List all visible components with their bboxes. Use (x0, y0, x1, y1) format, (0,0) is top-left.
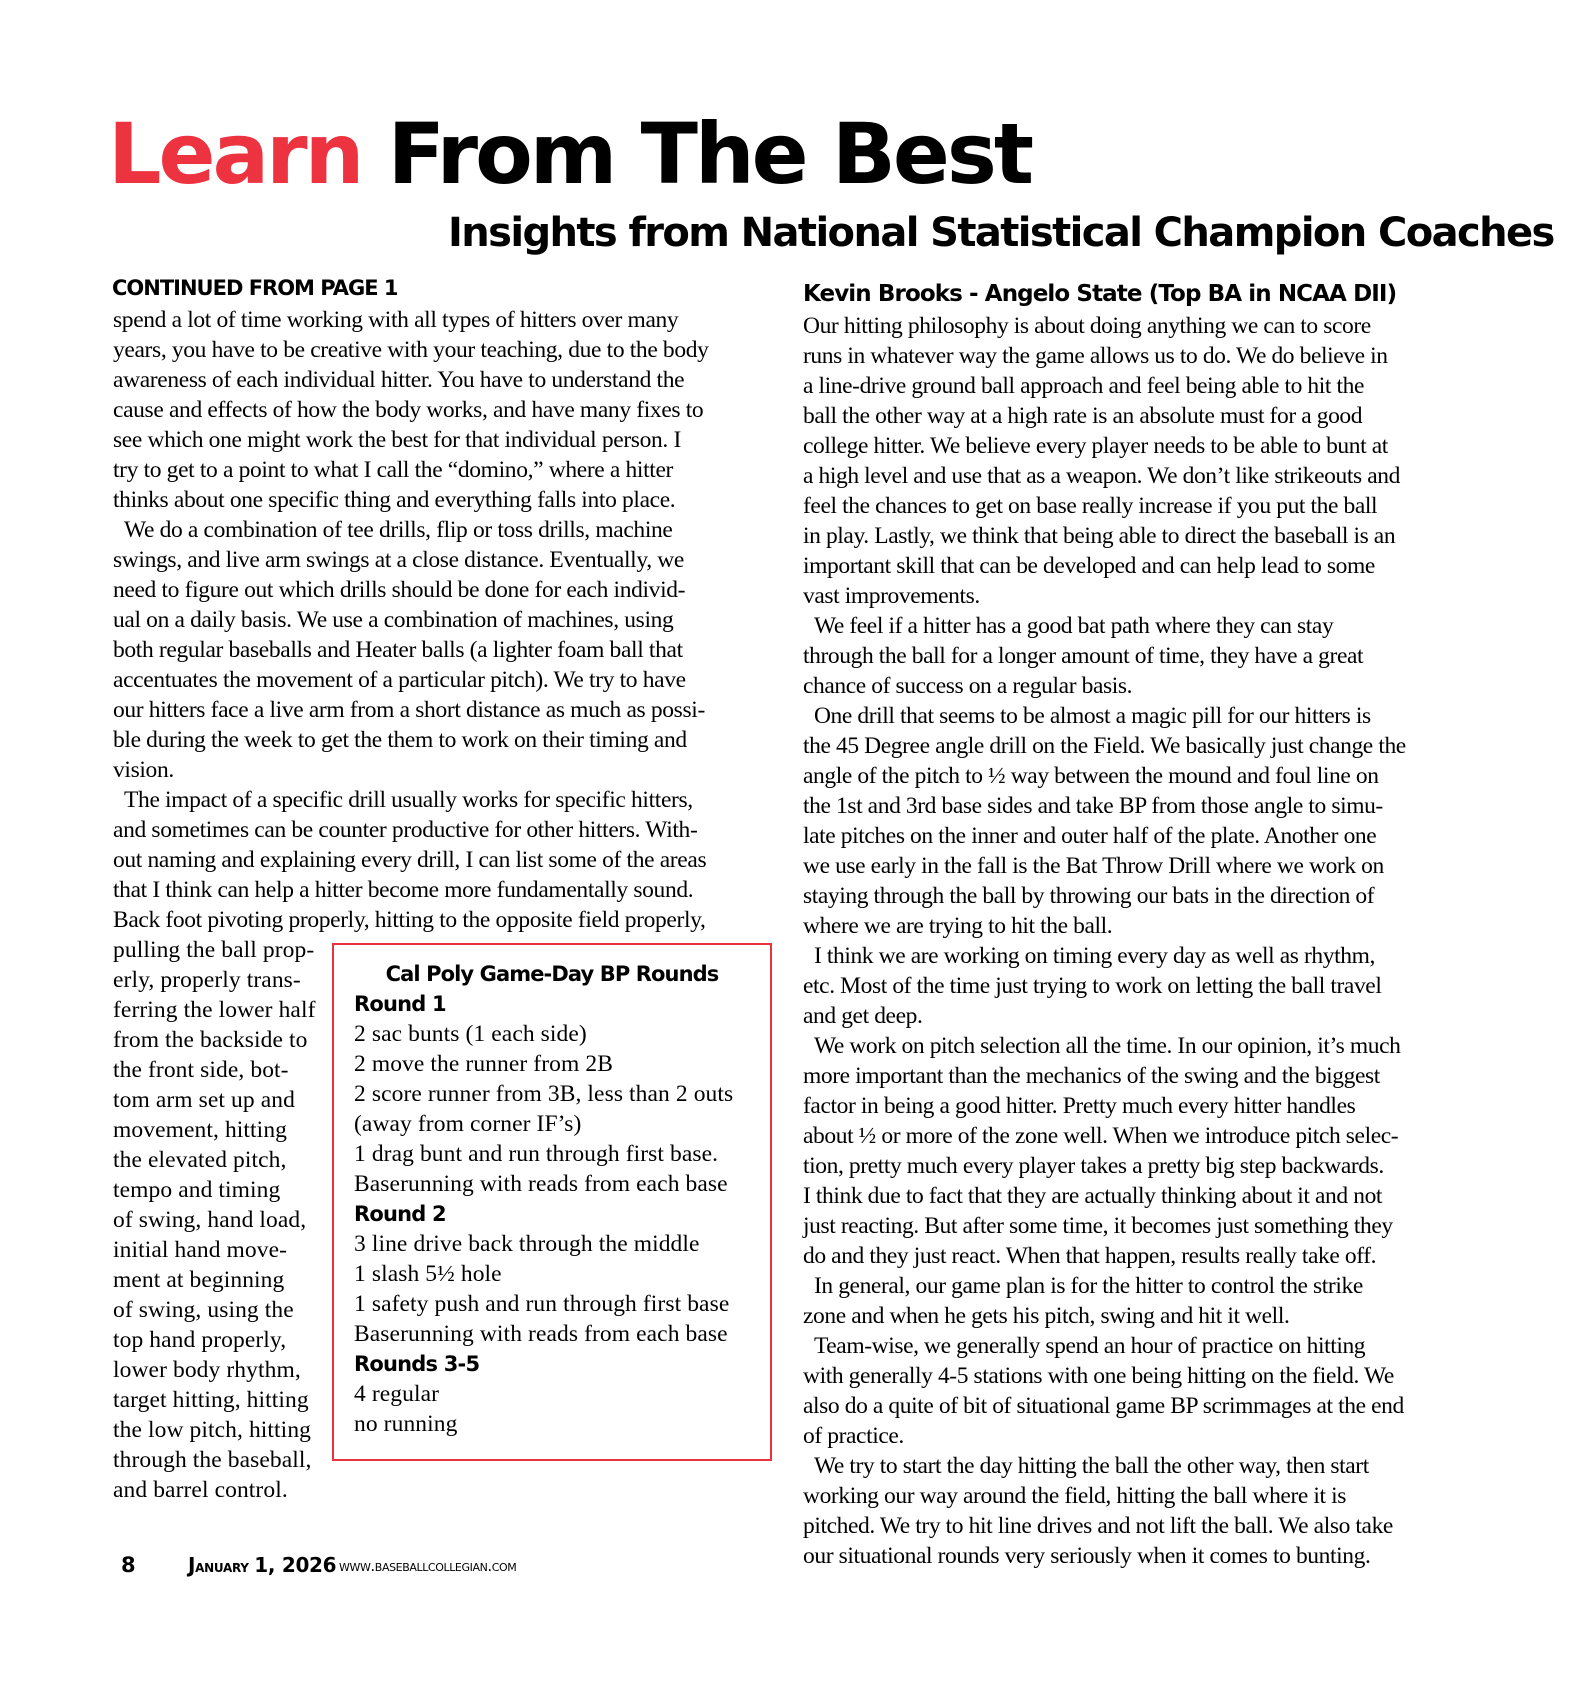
body-line: our hitters face a live arm from a short distance as much as possi- (113, 697, 705, 723)
body-line: of swing, hand load, (113, 1207, 307, 1233)
title-accent: Learn (108, 105, 362, 203)
date-initial: J (188, 1553, 196, 1577)
body-line: pitched. We try to hit line drives and not lift the ball. We also take (803, 1513, 1393, 1539)
body-line: and barrel control. (113, 1477, 288, 1503)
body-line: vision. (113, 757, 174, 783)
body-line: in play. Lastly, we think that being able to direct the baseball is an (803, 523, 1396, 549)
body-line: I think we are working on timing every day as well as rhythm, (803, 943, 1375, 969)
body-line: more important than the mechanics of the swing and the biggest (803, 1063, 1380, 1089)
body-line: from the backside to (113, 1027, 308, 1053)
body-line: ual on a daily basis. We use a combination of machines, using (113, 607, 674, 633)
body-line: late pitches on the inner and outer half of the plate. Another one (803, 823, 1377, 849)
continued-label: CONTINUED FROM PAGE 1 (112, 276, 398, 300)
body-line: runs in whatever way the game allows us to do. We do believe in (803, 343, 1388, 369)
sidebar-list-item: (away from corner IF’s) (354, 1111, 582, 1137)
body-line: We try to start the day hitting the ball the other way, then start (803, 1453, 1369, 1479)
body-line: initial hand move- (113, 1237, 288, 1263)
body-line: ment at beginning (113, 1267, 285, 1293)
body-line: college hitter. We believe every player needs to be able to bunt at (803, 433, 1388, 459)
body-line: We feel if a hitter has a good bat path where they can stay (803, 613, 1334, 639)
body-line: the front side, bot- (113, 1057, 289, 1083)
body-line: about ½ or more of the zone well. When we introduce pitch selec- (803, 1123, 1399, 1149)
body-line: Back foot pivoting properly, hitting to the opposite field properly, (113, 907, 706, 933)
body-line: We do a combination of tee drills, flip or toss drills, machine (113, 517, 673, 543)
sidebar-list-item: 2 score runner from 3B, less than 2 outs (354, 1081, 734, 1107)
body-line: tion, pretty much every player takes a pretty big step backwards. (803, 1153, 1384, 1179)
body-line: where we are trying to hit the ball. (803, 913, 1113, 939)
body-line: the 45 Degree angle drill on the Field. We basically just change the (803, 733, 1406, 759)
body-line: angle of the pitch to ½ way between the mound and foul line on (803, 763, 1379, 789)
body-line: I think due to fact that they are actually thinking about it and not (803, 1183, 1383, 1209)
sidebar-list (354, 989, 733, 1439)
page-title (108, 104, 1031, 204)
sidebar-list-item: 3 line drive back through the middle (354, 1231, 700, 1257)
body-line: that I think can help a hitter become more fundamentally sound. (113, 877, 694, 903)
body-line: need to figure out which drills should be done for each individ- (113, 577, 686, 603)
sidebar-list-item: 2 sac bunts (1 each side) (354, 1021, 587, 1047)
sidebar-section-heading: Round 1 (354, 992, 446, 1016)
body-line: see which one might work the best for that individual person. I (113, 427, 681, 453)
body-line: try to get to a point to what I call the “domino,” where a hitter (113, 457, 674, 483)
body-line: the low pitch, hitting (113, 1417, 312, 1443)
body-line: feel the chances to get on base really increase if you put the ball (803, 493, 1378, 519)
body-line: Team-wise, we generally spend an hour of practice on hitting (803, 1333, 1366, 1359)
body-line: the 1st and 3rd base sides and take BP from those angle to simu- (803, 793, 1383, 819)
body-line: ferring the lower half (113, 997, 316, 1023)
body-line: important skill that can be developed and can help lead to some (803, 553, 1375, 579)
left-column-wrap-text (113, 935, 328, 1505)
sidebar-title: Cal Poly Game-Day BP Rounds (385, 962, 719, 986)
body-line: tom arm set up and (113, 1087, 295, 1113)
date-month: anuary (195, 1557, 249, 1577)
page-number: 8 (121, 1553, 136, 1577)
body-line: lower body rhythm, (113, 1357, 301, 1383)
sidebar-section-heading: Round 2 (354, 1202, 446, 1226)
body-line: both regular baseballs and Heater balls (a lighter foam ball that (113, 637, 683, 663)
body-line: the elevated pitch, (113, 1147, 287, 1173)
body-line: out naming and explaining every drill, I can list some of the areas (113, 847, 707, 873)
sidebar-list-item: 1 slash 5½ hole (354, 1261, 502, 1287)
body-line: through the baseball, (113, 1447, 312, 1473)
body-line: of swing, using the (113, 1297, 294, 1323)
issue-date (188, 1551, 336, 1581)
body-line: and get deep. (803, 1003, 923, 1029)
sidebar-list-item: 1 drag bunt and run through first base. (354, 1141, 719, 1167)
body-line: etc. Most of the time just trying to work on letting the ball travel (803, 973, 1382, 999)
sidebar-list-item: 2 move the runner from 2B (354, 1051, 613, 1077)
sidebar-section-heading: Rounds 3-5 (354, 1352, 480, 1376)
body-line: ble during the week to get the them to work on their timing and (113, 727, 687, 753)
body-line: thinks about one specific thing and everything falls into place. (113, 487, 676, 513)
website-link[interactable]: www.baseballcollegian.com (339, 1557, 517, 1575)
body-line: One drill that seems to be almost a magic pill for our hitters is (803, 703, 1371, 729)
body-line: In general, our game plan is for the hitter to control the strike (803, 1273, 1363, 1299)
body-line: do and they just react. When that happen, results really take off. (803, 1243, 1377, 1269)
coach-heading: Kevin Brooks - Angelo State (Top BA in NCAA DII) (803, 281, 1397, 307)
body-line: spend a lot of time working with all types of hitters over many (113, 307, 679, 333)
sidebar-list-item: Baserunning with reads from each base (354, 1321, 728, 1347)
body-line: factor in being a good hitter. Pretty much every hitter handles (803, 1093, 1356, 1119)
body-line: a line-drive ground ball approach and feel being able to hit the (803, 373, 1365, 399)
body-line: chance of success on a regular basis. (803, 673, 1133, 699)
body-line: staying through the ball by throwing our bats in the direction of (803, 883, 1375, 909)
body-line: through the ball for a longer amount of time, they have a great (803, 643, 1364, 669)
body-line: we use early in the fall is the Bat Throw Drill where we work on (803, 853, 1384, 879)
body-line: We work on pitch selection all the time. In our opinion, it’s much (803, 1033, 1401, 1059)
sidebar-list-item: 1 safety push and run through first base (354, 1291, 730, 1317)
body-line: target hitting, hitting (113, 1387, 309, 1413)
body-line: top hand properly, (113, 1327, 287, 1353)
body-line: with generally 4-5 stations with one being hitting on the field. We (803, 1363, 1394, 1389)
right-column-body (803, 311, 1473, 1571)
body-line: years, you have to be creative with your teaching, due to the body (113, 337, 709, 363)
date-day-year: 1, 2026 (254, 1553, 337, 1577)
body-line: tempo and timing (113, 1177, 281, 1203)
body-line: and sometimes can be counter productive for other hitters. With- (113, 817, 698, 843)
sidebar-list-item: no running (354, 1411, 458, 1437)
body-line: erly, properly trans- (113, 967, 301, 993)
body-line: of practice. (803, 1423, 904, 1449)
body-line: swings, and live arm swings at a close distance. Eventually, we (113, 547, 684, 573)
body-line: movement, hitting (113, 1117, 288, 1143)
sidebar-box (332, 943, 772, 1461)
body-line: cause and effects of how the body works, and have many fixes to (113, 397, 704, 423)
sidebar-list-item: Baserunning with reads from each base (354, 1171, 728, 1197)
body-line: zone and when he gets his pitch, swing and hit it well. (803, 1303, 1290, 1329)
body-line: The impact of a specific drill usually works for specific hitters, (113, 787, 693, 813)
body-line: awareness of each individual hitter. You have to understand the (113, 367, 685, 393)
sidebar-list-item: 4 regular (354, 1381, 440, 1407)
body-line: just reacting. But after some time, it becomes just something they (803, 1213, 1393, 1239)
body-line: accentuates the movement of a particular pitch). We try to have (113, 667, 686, 693)
body-line: a high level and use that as a weapon. We don’t like strikeouts and (803, 463, 1400, 489)
body-line: vast improvements. (803, 583, 980, 609)
left-column-body (113, 305, 773, 935)
body-line: Our hitting philosophy is about doing anything we can to score (803, 313, 1371, 339)
body-line: working our way around the field, hitting the ball where it is (803, 1483, 1346, 1509)
body-line: pulling the ball prop- (113, 937, 315, 963)
title-rest: From The Best (387, 105, 1032, 203)
body-line: also do a quite of bit of situational game BP scrimmages at the end (803, 1393, 1404, 1419)
page-subtitle: Insights from National Statistical Champion Coaches (448, 210, 1554, 256)
body-line: our situational rounds very seriously when it comes to bunting. (803, 1543, 1371, 1569)
body-line: ball the other way at a high rate is an absolute must for a good (803, 403, 1363, 429)
